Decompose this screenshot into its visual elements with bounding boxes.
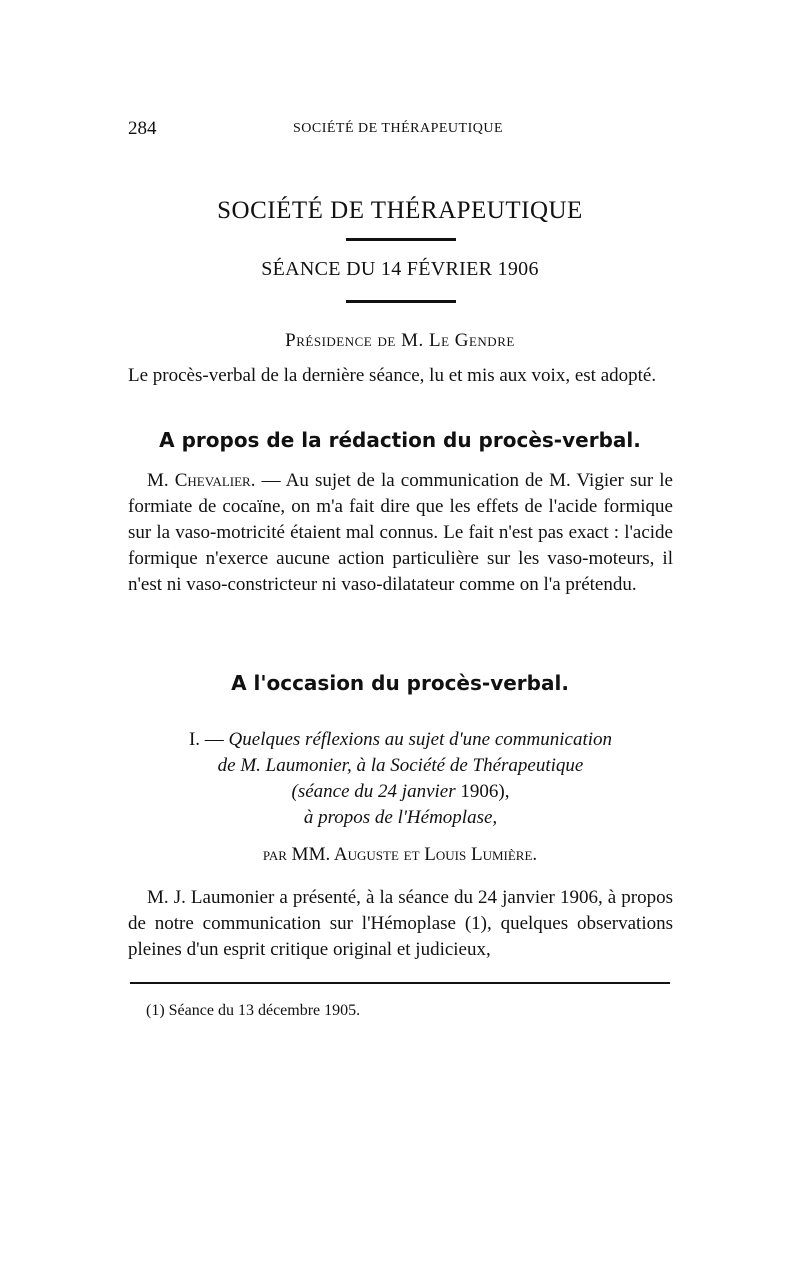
ref-line-3: [128, 779, 673, 805]
footnote: (1) Séance du 13 décembre 1905.: [146, 1002, 361, 1019]
section-heading-occasion: A l'occasion du procès-verbal.: [231, 671, 569, 695]
footnote-rule: [130, 982, 670, 984]
ref-year: 1906),: [455, 781, 510, 802]
ref-line-2: de M. Laumonier, à la Société de Thérapeutique: [217, 755, 584, 776]
document-title: SOCIÉTÉ DE THÉRAPEUTIQUE: [217, 197, 583, 224]
seance-date: SÉANCE DU 14 FÉVRIER 1906: [261, 258, 539, 280]
paragraph-chevalier-text: — Au sujet de la communication de M. Vigier sur le formiate de cocaïne, on m'a fait dire que les effets de l'acide formique sur la vaso-motricité étaient mal connus. Le fait n'est pas exact : l'acide formique n'exerce aucune action particulière sur les vaso-moteurs, il n'est ni vaso-constricteur ni vaso-dilatateur comme on l'a prétendu.: [128, 470, 673, 595]
running-title: SOCIÉTÉ DE THÉRAPEUTIQUE: [292, 121, 504, 136]
paragraph-laumonier-text: M. J. Laumonier a présenté, à la séance du 24 janvier 1906, à propos de notre communication sur l'Hémoplase (1), quelques observations pleines d'un esprit critique original et judicieux,: [128, 887, 673, 960]
title-rule: [346, 238, 456, 241]
ref-date-italic: (séance du 24 janvier: [291, 781, 456, 802]
article-reference: [128, 727, 673, 831]
paragraph-laumonier: [128, 885, 673, 963]
ref-numeral: I. —: [188, 729, 229, 750]
running-head: [128, 118, 668, 142]
paragraph-chevalier: [128, 468, 673, 598]
authors-line: par MM. Auguste et Louis Lumière.: [262, 844, 538, 865]
presidence-line: Présidence de M. Le Gendre: [285, 330, 515, 351]
page-number: 284: [128, 118, 157, 139]
ref-line-1: [128, 727, 673, 753]
section-heading-redaction: A propos de la rédaction du procès-verbal.: [159, 428, 641, 452]
ref-line-4: à propos de l'Hémoplase,: [303, 807, 498, 828]
ref-title-1: Quelques réflexions au sujet d'une communication: [228, 729, 613, 750]
paragraph-adoption: Le procès-verbal de la dernière séance, lu et mis aux voix, est adopté.: [128, 365, 657, 386]
seance-rule: [346, 300, 456, 303]
speaker-name: M. Chevalier.: [147, 470, 256, 491]
